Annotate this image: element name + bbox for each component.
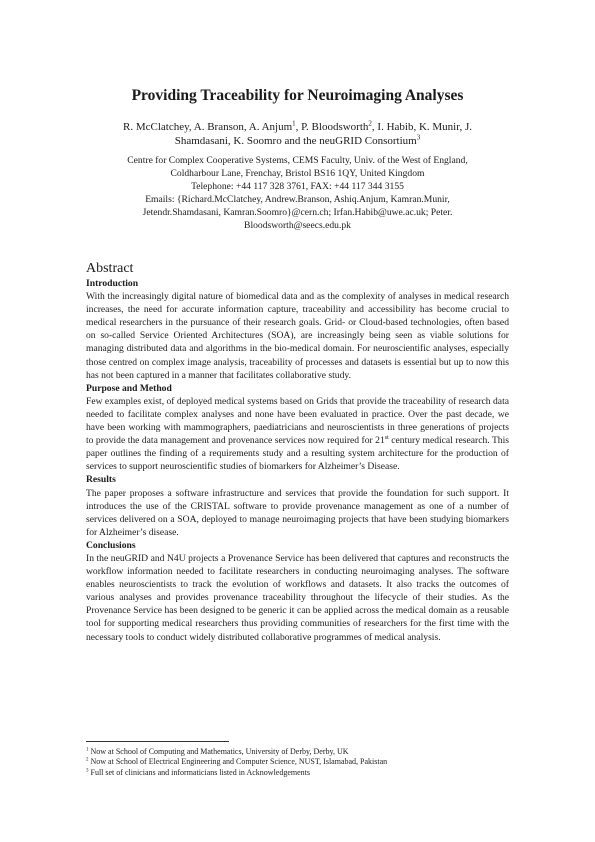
introduction-paragraph: With the increasingly digital nature of biomedical data and as the complexity of analyses in medical research increases, the need for accurate information capture, traceability and accessibility has become crucial to medical researchers in the pursuance of their research goals. Grid- or Cloud-based technologies, often based on so-called Service Oriented Architectures (SOA), are increasingly being seen as viable solutions for managing distributed data and algorithms in the bio-medical domain. For neuroscientific analyses, especially those centred on complex image analysis, traceability of processes and datasets is essential but up to now this has not been captured in a manner that facilitates collaborative study. [86, 291, 509, 381]
affiliation-line: Coldharbour Lane, Frenchay, Bristol BS16 1QY, United Kingdom [170, 167, 425, 179]
ordinal-suffix: st [384, 434, 389, 441]
author-line-1 [100, 120, 495, 134]
section-heading-purpose: Purpose and Method [86, 382, 172, 394]
footnote-text: Now at School of Computing and Mathematics, University of Derby, Derby, UK [88, 747, 349, 756]
email-line: Emails: {Richard.McClatchey, Andrew.Branson, Ashiq.Anjum, Kamran.Munir, [145, 193, 450, 205]
abstract-heading: Abstract [86, 261, 134, 276]
author-text: , I. Habib, K. Munir, J. [371, 121, 472, 133]
paragraph-text: century medical research. This paper outlines the finding of a requirements study and a resulting system architecture for the production of services to support neuroscientific studies of biomarkers for Alzheimer’s Disease. [86, 435, 510, 473]
purpose-paragraph [86, 395, 509, 474]
footnote-item [86, 757, 509, 767]
footnote-text: Full set of clinicians and informaticians listed in Acknowledgements [88, 767, 311, 777]
results-paragraph: The paper proposes a software infrastructure and services that provide the foundation for such support. It introduces the use of the CRISTAL software to provide provenance management as one of a number of services delivered on a SOA, deployed to manage neuroimaging projects that have been studying biomarkers for Alzheimer’s disease. [86, 487, 509, 538]
affiliation-block [90, 155, 505, 232]
footnote-divider [86, 741, 229, 742]
author-text: Shamdasani, K. Soomro and the neuGRID Consortium [174, 135, 417, 147]
footnote-item [86, 768, 509, 778]
footnote-item [86, 747, 509, 757]
author-text: R. McClatchey, A. Branson, A. Anjum [122, 121, 293, 133]
author-line-2 [100, 134, 495, 148]
email-line: Bloodsworth@seecs.edu.pk [244, 219, 351, 231]
footnote-mark: 3 [86, 768, 89, 774]
footnote-mark: 3 [416, 133, 421, 142]
section-heading-conclusions: Conclusions [86, 539, 136, 551]
section-heading-results: Results [86, 474, 116, 486]
paper-title: Providing Traceability for Neuroimaging Analyses [131, 87, 464, 104]
section-heading-introduction: Introduction [86, 278, 139, 289]
abstract-body [86, 277, 509, 644]
author-list [100, 120, 495, 148]
footnote-mark: 2 [368, 119, 372, 128]
email-line: Jetendr.Shamdasani, Kamran.Soomro}@cern.ch; Irfan.Habib@uwe.ac.uk; Peter. [142, 206, 453, 218]
footnote-mark: 2 [86, 757, 89, 763]
affiliation-line: Centre for Complex Cooperative Systems, CEMS Faculty, Univ. of the West of England, [127, 155, 468, 166]
paragraph-text: Few examples exist, of deployed medical systems based on Grids that provide the traceability of research data needed to facilitate complex analyses and none have been evaluated in practice. Over the past decade, we have been working with mammographers, paediatricians and neuroscientists in three generations of projects to provide the data management and provenance services now required for 21 [86, 395, 509, 447]
affiliation-line: Telephone: +44 117 328 3761, FAX: +44 117 344 3155 [191, 180, 404, 192]
author-text: , P. Bloodsworth [295, 121, 369, 133]
footnote-text: Now at School of Electrical Engineering and Computer Science, NUST, Islamabad, Pakistan [88, 757, 388, 767]
footnotes [86, 747, 509, 778]
footnote-mark: 1 [292, 119, 296, 128]
conclusions-paragraph: In the neuGRID and N4U projects a Provenance Service has been delivered that captures and reconstructs the workflow information needed to facilitate researchers in conducting neuroimaging analyses. The software enables neuroscientists to track the evolution of workflows and datasets. It also tracks the outcomes of various analyses and provides provenance traceability throughout the lifecycle of their studies. As the Provenance Service has been designed to be generic it can be applied across the medical domain as a reusable tool for supporting medical researchers thus providing communities of researchers for the first time with the necessary tools to conduct widely distributed collaborative programmes of medical analysis. [86, 552, 509, 643]
footnote-mark: 1 [86, 747, 89, 753]
